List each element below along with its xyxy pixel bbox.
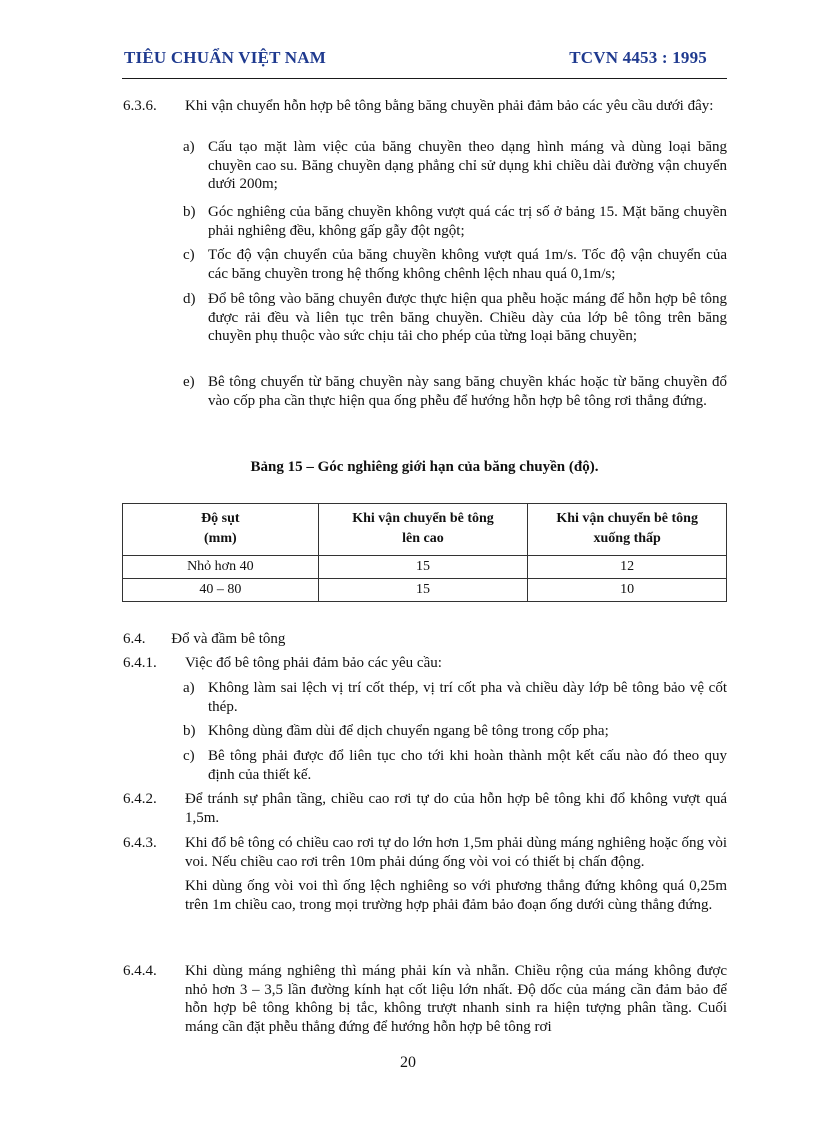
item-label: a) bbox=[183, 680, 195, 696]
header-downward-line2: xuống thấp bbox=[593, 531, 661, 546]
header-upward bbox=[318, 504, 528, 556]
clause-number: 6.4.3. bbox=[123, 835, 157, 851]
header-slump bbox=[123, 504, 319, 556]
clause-number: 6.4.2. bbox=[123, 791, 157, 807]
table-row bbox=[123, 579, 727, 602]
clause-text: Khi vận chuyển hỗn hợp bê tông bằng băng chuyền phải đảm bảo các yêu cầu dưới đây: bbox=[185, 98, 714, 114]
header-downward bbox=[528, 504, 727, 556]
header-slump-unit: (mm) bbox=[204, 531, 237, 546]
item-text: Đổ bê tông vào băng chuyên được thực hiện qua phễu hoặc máng để hỗn hợp bê tông được rải đều và liên tục trên băng chuyền. Chiều dày của lớp bê tông trên băng chuyền phụ thuộc vào sức chịu tải cho phép của từng loại băng chuyền; bbox=[208, 291, 727, 344]
cell-upward: 15 bbox=[318, 556, 528, 579]
list-item bbox=[183, 722, 727, 741]
item-label: e) bbox=[183, 374, 195, 390]
list-item bbox=[183, 246, 727, 283]
cell-upward: 15 bbox=[318, 579, 528, 602]
section-title: Đổ và đầm bê tông bbox=[171, 631, 286, 647]
item-text: Không dùng đầm dùi để dịch chuyển ngang bê tông trong cốp pha; bbox=[208, 723, 609, 739]
item-text: Cấu tạo mặt làm việc của băng chuyền theo dạng hình máng và dùng loại băng chuyền cao su. Băng chuyền dạng phẳng chỉ sử dụng khi chiều dài đường vận chuyển dưới 200m; bbox=[208, 139, 727, 192]
table-row bbox=[123, 556, 727, 579]
clause-number: 6.4.4. bbox=[123, 963, 157, 979]
list-item bbox=[183, 679, 727, 716]
header-upward-line2: lên cao bbox=[402, 531, 444, 546]
cell-slump: Nhỏ hơn 40 bbox=[123, 556, 319, 579]
header-slump-label: Độ sụt bbox=[201, 511, 240, 526]
header-downward-line1: Khi vận chuyển bê tông bbox=[556, 511, 698, 526]
item-text: Tốc độ vận chuyển của băng chuyền không vượt quá 1m/s. Tốc độ vận chuyển của các băng chuyền trong hệ thống không chênh lệch nhau quá 0,1m/s; bbox=[208, 247, 727, 282]
list-item bbox=[183, 138, 727, 194]
clause-text: Để tránh sự phân tầng, chiều cao rơi tự do của hỗn hợp bê tông khi đổ không vượt quá 1,5m. bbox=[185, 791, 727, 826]
item-label: d) bbox=[183, 291, 196, 307]
list-item bbox=[183, 747, 727, 784]
section-6-4 bbox=[123, 630, 285, 649]
clause-6-4-2 bbox=[123, 790, 727, 827]
header-upward-line1: Khi vận chuyển bê tông bbox=[352, 511, 494, 526]
list-item bbox=[183, 290, 727, 346]
clause-6-4-1 bbox=[123, 654, 727, 673]
item-text: Góc nghiêng của băng chuyền không vượt quá các trị số ở bảng 15. Mặt băng chuyền phải nghiêng đều, không gấp gẫy đột ngột; bbox=[208, 204, 727, 239]
clause-text: Khi đổ bê tông có chiều cao rơi tự do lớn hơn 1,5m phải dùng máng nghiêng hoặc ống vòi voi. Nếu chiều cao rơi trên 10m phải dúng ống vòi voi có thiết bị chấn động. bbox=[185, 835, 727, 870]
list-item bbox=[183, 373, 727, 410]
list-item bbox=[183, 203, 727, 240]
clause-6-3-6 bbox=[123, 97, 727, 116]
item-label: c) bbox=[183, 748, 195, 764]
item-label: c) bbox=[183, 247, 195, 263]
clause-text: Khi dùng máng nghiêng thì máng phải kín và nhẵn. Chiều rộng của máng không được nhỏ hơn 3 – 3,5 lần đường kính hạt cốt liệu lớn nhất. Độ dốc của máng cần đảm bảo để hỗn hợp bê tông không bị tắc, không trượt nhanh sinh ra hiện tượng phân tầng. Cuối máng cần đặt phễu thẳng đứng để hướng hỗn hợp bê tông rơi bbox=[185, 963, 727, 1035]
clause-text-continued: Khi dùng ống vòi voi thì ống lệch nghiêng so với phương thẳng đứng không quá 0,25m trên 1m chiều cao, trong mọi trường hợp phải đảm bảo đoạn ống dưới cùng thẳng đứng. bbox=[185, 878, 727, 913]
section-number: 6.4. bbox=[123, 631, 146, 647]
header-standard-title: TIÊU CHUẨN VIỆT NAM bbox=[124, 48, 327, 67]
clause-number: 6.4.1. bbox=[123, 655, 157, 671]
item-text: Bê tông chuyển từ băng chuyền này sang băng chuyền khác hoặc từ băng chuyền đổ vào cốp pha cần thực hiện qua ống phễu để hướng hỗn hợp bê tông rơi thẳng đứng. bbox=[208, 374, 727, 409]
header-standard-code: TCVN 4453 : 1995 bbox=[569, 48, 707, 67]
table-15 bbox=[122, 503, 727, 602]
clause-number: 6.3.6. bbox=[123, 98, 157, 114]
clause-6-4-3 bbox=[123, 834, 727, 914]
item-text: Không làm sai lệch vị trí cốt thép, vị trí cốt pha và chiều dày lớp bê tông bảo vệ cốt thép. bbox=[208, 680, 727, 715]
table-caption: Bảng 15 – Góc nghiêng giới hạn của băng chuyền (độ). bbox=[250, 459, 599, 475]
item-label: a) bbox=[183, 139, 195, 155]
item-label: b) bbox=[183, 723, 196, 739]
item-text: Bê tông phải được đổ liên tục cho tới khi hoàn thành một kết cấu nào đó theo quy định của thiết kế. bbox=[208, 748, 727, 783]
cell-downward: 10 bbox=[528, 579, 727, 602]
cell-slump: 40 – 80 bbox=[123, 579, 319, 602]
clause-6-4-4 bbox=[123, 962, 727, 1036]
item-label: b) bbox=[183, 204, 196, 220]
table-header-row bbox=[123, 504, 727, 556]
cell-downward: 12 bbox=[528, 556, 727, 579]
clause-text: Việc đổ bê tông phải đảm bảo các yêu cầu: bbox=[185, 655, 442, 671]
page-number: 20 bbox=[400, 1054, 416, 1071]
page-header bbox=[122, 44, 727, 79]
